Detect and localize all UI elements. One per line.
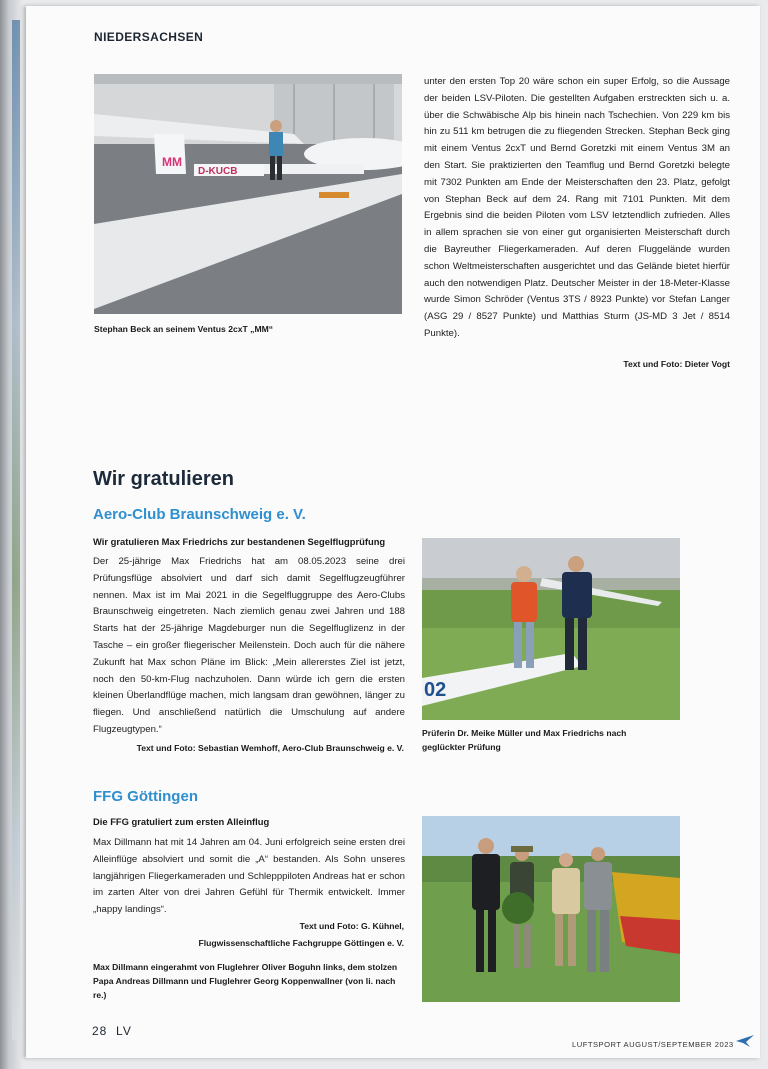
hangar-glider-photo [94,74,402,314]
magazine-short-name: LV [116,1024,132,1038]
hangar-photo-caption: Stephan Beck an seinem Ventus 2cxT „MM“ [94,324,274,334]
glider-competition-number: 02 [424,679,447,701]
page-number: 28 [92,1024,108,1038]
article3-subtitle: Die FFG gratuliert zum ersten Alleinflug [93,816,270,827]
article2-subtitle: Wir gratulieren Max Friedrichs zur bestandenen Segelflugprüfung [93,536,386,547]
article2-text [93,554,405,739]
main-heading: Wir gratulieren [93,468,234,490]
magazine-page [26,6,760,1058]
footer-issue: LUFTSPORT AUGUST/SEPTEMBER 2023 [572,1040,734,1049]
glider-tail-letters: MM [162,155,182,169]
footer-page-number [92,1024,132,1038]
group-photo [422,816,680,1002]
article3-credit-line2: Flugwissenschaftliche Fachgruppe Göttingen e. V. [198,938,404,948]
article3-paragraph: Max Dillmann hat mit 14 Jahren am 04. Juni erfolgreich seine ersten drei Alleinflüge absolviert und somit die „A“ bestanden. Als Sohn unseres langjährigen Fliegerkameraden und Schlepppiloten Andreas hat er schon im zarten Alter von drei Jahren Gefühl für Thermik entwickelt. Immer „happy landings“. [93,837,405,916]
article2-credit: Text und Foto: Sebastian Wemhoff, Aero-Club Braunschweig e. V. [136,743,404,753]
article1-credit: Text und Foto: Dieter Vogt [623,359,730,369]
article3-text [93,835,405,919]
opposite-page-edge [12,20,20,1040]
article2-paragraph: Der 25-jährige Max Friedrichs hat am 08.05.2023 seine drei Prüfungsflüge absolviert und darf sich damit Segelflugzeugführer nennen. Max ist im Mai 2021 in die Segelfluggruppe des Aero-Clubs Braunschweig eingetreten. Nach ziemlich genau zwei Jahren und 188 Starts hat der 25-jährige Magdeburger nun die Segelfluglizenz in der Tasche – ein großer fliegerischer Meilenstein. Doch auch für die nähere Zukunft hat Max schon Pläne im Blick: „Mein allererstes Ziel ist jetzt, noch den 50-km-Flug nachzuholen. Dann würde ich gern die ersten kleinen Überlandflüge machen, mich langsam dran gewöhnen, länger zu fliegen. Und anschließend natürlich die Umschulung auf andere Flugzeugtypen.“ [93,556,405,735]
article2-club-title: Aero-Club Braunschweig e. V. [93,506,306,523]
glider-registration: D-KUCB [198,166,238,177]
article1-text [424,74,730,343]
article3-club-title: FFG Göttingen [93,788,198,805]
article3-group-caption: Max Dillmann eingerahmt von Fluglehrer Oliver Boguhn links, dem stolzen Papa Andreas Dillmann und Fluglehrer Georg Koppenwallner (von li. nach re.) [93,962,398,1000]
examiner-photo-caption: Prüferin Dr. Meike Müller und Max Friedrichs nach geglückter Prüfung [422,728,627,752]
article3-credit-line1: Text und Foto: G. Kühnel, [299,921,404,931]
section-label: NIEDERSACHSEN [94,30,204,44]
examiner-photo [422,538,680,720]
plane-logo-icon [736,1034,754,1052]
article1-paragraph: unter den ersten Top 20 wäre schon ein super Erfolg, so die Aussage der beiden LSV-Piloten. Die gestellten Aufgaben erstreckten sich u. a. über die Schwäbische Alp bis hinein nach Tschechien. Von 229 km bis hin zu 511 km betrugen die zu fliegenden Strecken. Stephan Beck ging mit einem Ventus 2cxT und Bernd Goretzki mit einem Ventus 3M an den Start. Sie praktizierten den Teamflug und Bernd Goretzki belegte mit 7302 Punkten am Ende der Meisterschaften den 23. Platz, gefolgt von Stephan Beck auf dem 24. Rang mit 7101 Punkten. Mit dem Ergebnis sind die beiden Piloten vom LSV letztendlich zufrieden. Alles in allem sprachen sie von einer gut organisierten Meisterschaft durch die Bayreuther Fliegerkameraden. Auf deren Fluggelände wurden schon Weltmeisterschaften ausgerichtet und das Gelände bietet hierfür auch den notwendigen Platz. Deutscher Meister in der 18-Meter-Klasse wurde Simon Schröder (Ventus 3TS / 8923 Punkte) vor Stefan Langer (ASG 29 / 8527 Punkte) und Matthias Sturm (JS-MD 3 Jet / 8514 Punkte). [424,76,730,339]
